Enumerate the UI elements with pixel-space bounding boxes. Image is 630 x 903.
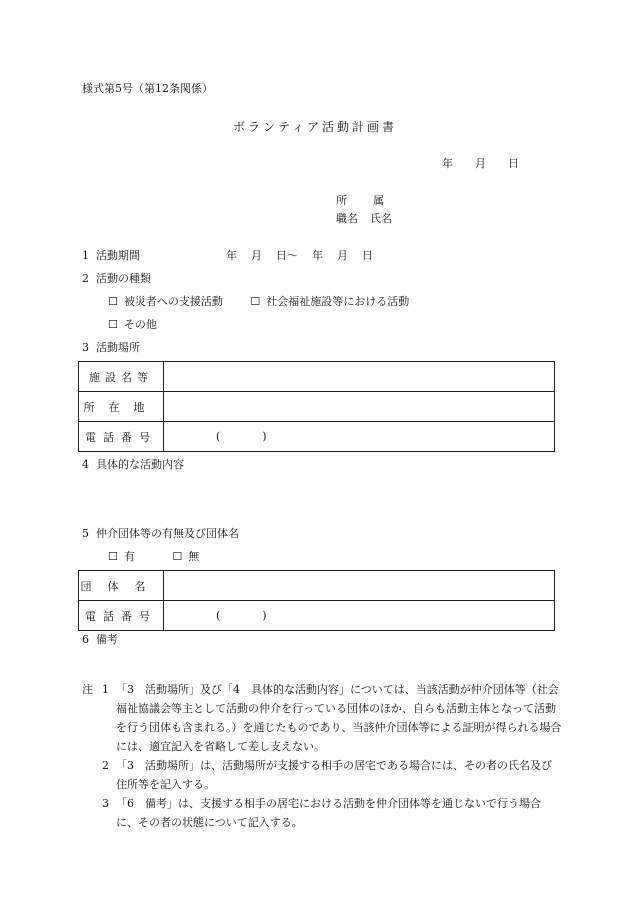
submission-date <box>442 157 541 171</box>
phone-field[interactable]: ( ) <box>164 601 555 631</box>
phone-label: 電話番号 <box>79 422 164 452</box>
section-remarks: 6 備考 <box>82 633 118 646</box>
table-row <box>79 571 555 601</box>
person-name-label: 氏名 <box>370 212 392 225</box>
activity-location-table <box>78 361 555 452</box>
notes-heading: 注 <box>82 683 93 696</box>
intermediary-table <box>78 570 555 631</box>
note-item <box>82 756 562 794</box>
checkbox-icon: ☐ <box>172 550 183 563</box>
note-text: 「3 活動場所」及び「4 具体的な活動内容」については、当該活動が仲介団体等（社会福祉協議会等主として活動の仲介を行っている団体のほか、自らも活動主体となって活動を行う団体も含まれる。）を通じたものであり、当該仲介団体等による証明が得られる場合には、適宜記入を省略して差し支えない。 <box>116 683 562 753</box>
checkbox-welfare-facility[interactable]: ☐ 社会福祉施設等における活動 <box>250 295 410 308</box>
note-item <box>82 794 562 832</box>
table-row <box>79 362 555 392</box>
document-title: ボランティア活動計画書 <box>232 120 398 134</box>
note-number: 2 <box>102 759 109 772</box>
checkbox-icon: ☐ <box>250 295 261 308</box>
checkbox-disaster-support[interactable]: ☐ 被災者への支援活動 <box>108 295 223 308</box>
facility-name-field[interactable] <box>164 362 555 392</box>
section-title: 活動の種類 <box>96 272 151 285</box>
section-title: 備考 <box>96 633 118 646</box>
section-title: 仲介団体等の有無及び団体名 <box>96 527 239 540</box>
activity-period-dates: 年 月 日〜 年 月 日 <box>226 249 373 262</box>
note-number: 1 <box>102 683 109 696</box>
checkbox-yes[interactable]: ☐ 有 <box>108 550 135 563</box>
checkbox-no[interactable]: ☐ 無 <box>172 550 200 563</box>
checkbox-icon: ☐ <box>108 318 118 331</box>
note-text: 「3 活動場所」は、活動場所が支援する相手の居宅である場合には、その者の氏名及び住所等を記入する。 <box>116 759 552 791</box>
form-number: 様式第5号（第12条関係） <box>82 82 213 95</box>
section-intermediary: 5 仲介団体等の有無及び団体名 <box>82 527 239 540</box>
facility-name-label: 施設名等 <box>79 362 164 392</box>
phone-label: 電話番号 <box>79 601 164 631</box>
section-activity-location: 3 活動場所 <box>82 341 140 354</box>
section-activity-content: 4 具体的な活動内容 <box>82 458 184 471</box>
checkbox-icon: ☐ <box>108 295 118 308</box>
organization-name-field[interactable] <box>164 571 555 601</box>
note-item <box>82 680 562 756</box>
note-text: 「6 備考」は、支援する相手の居宅における活動を仲介団体等を通じないで行う場合に、その者の状態について記入する。 <box>116 797 541 829</box>
section-title: 具体的な活動内容 <box>96 458 184 471</box>
date-day: 日 <box>508 157 519 170</box>
checkbox-other[interactable]: ☐ その他 <box>108 318 157 331</box>
checkbox-icon: ☐ <box>108 550 118 563</box>
organization-name-label: 団体名 <box>79 571 164 601</box>
activity-type-options-row2 <box>108 318 157 332</box>
table-row <box>79 392 555 422</box>
intermediary-options <box>108 550 199 564</box>
section-activity-period: 1 活動期間 <box>82 249 140 262</box>
address-field[interactable] <box>164 392 555 422</box>
date-year: 年 <box>442 157 453 170</box>
table-row <box>79 601 555 631</box>
address-label: 所在地 <box>79 392 164 422</box>
name-label <box>336 212 392 226</box>
section-title: 活動場所 <box>96 341 140 354</box>
section-title: 活動期間 <box>96 249 140 262</box>
position-label: 職名 <box>336 212 358 225</box>
date-month: 月 <box>475 157 486 170</box>
activity-type-options-row1 <box>108 295 409 309</box>
note-number: 3 <box>102 797 109 810</box>
affiliation-label: 所属 <box>336 194 410 207</box>
notes <box>82 680 562 832</box>
table-row <box>79 422 555 452</box>
section-activity-type: 2 活動の種類 <box>82 272 151 285</box>
phone-field[interactable]: ( ) <box>164 422 555 452</box>
